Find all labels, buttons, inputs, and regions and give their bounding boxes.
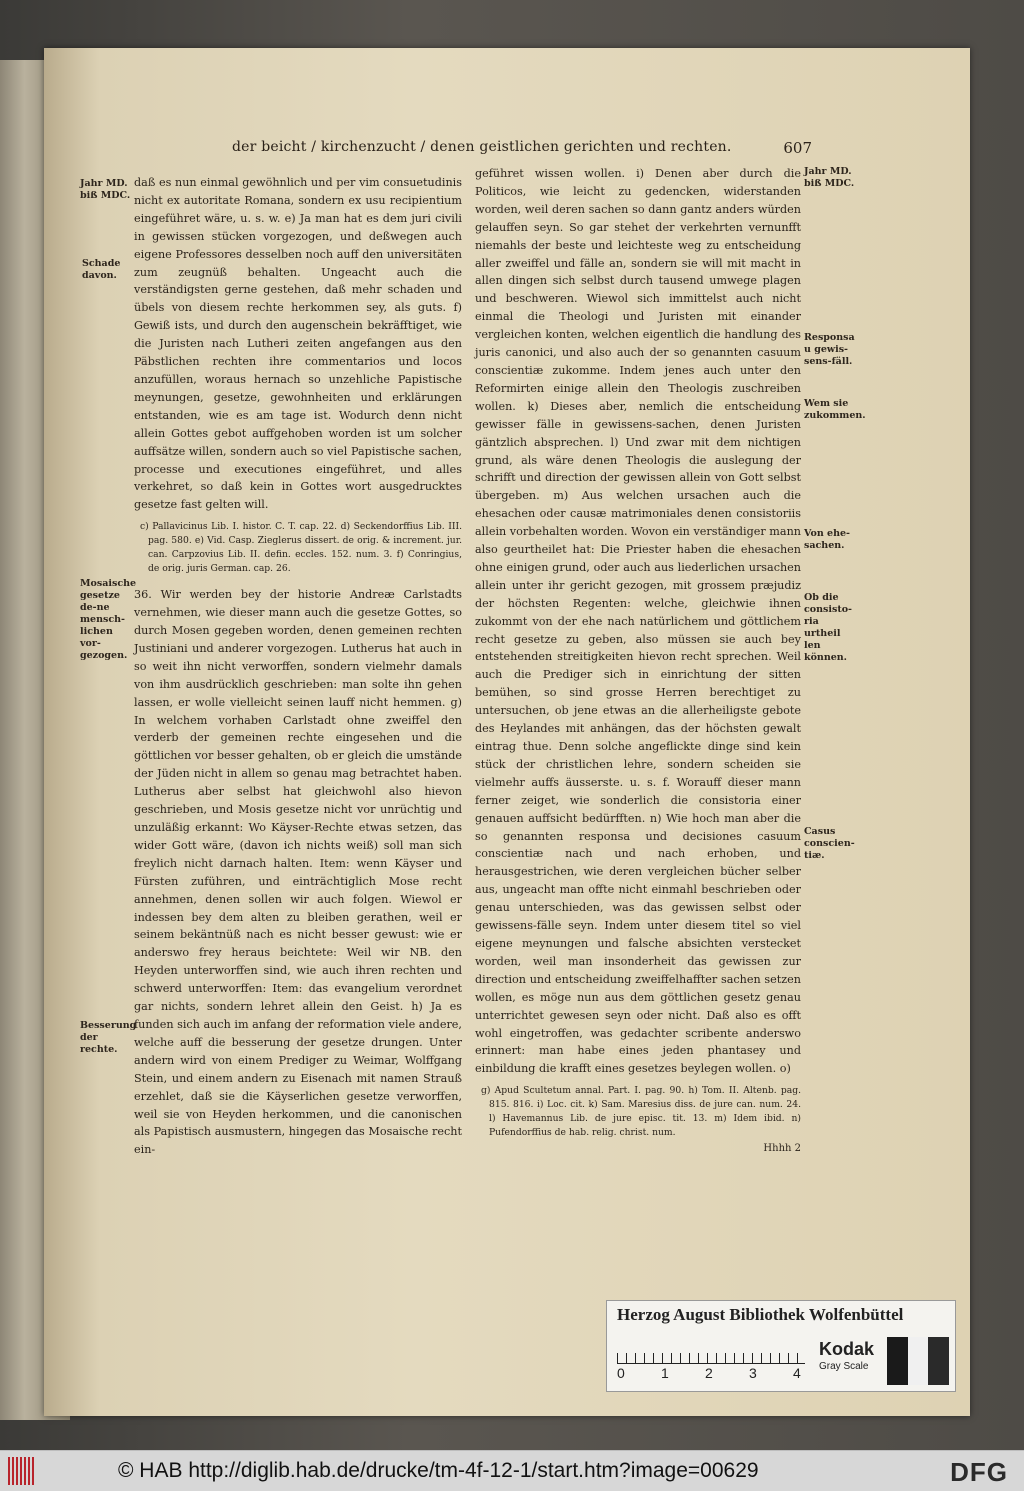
margin-note-von-ehe: Von ehe-sachen. [804, 528, 850, 551]
ruler-number: 4 [793, 1365, 801, 1381]
ruler-number: 3 [749, 1365, 757, 1381]
gray-patch [887, 1337, 908, 1385]
kodak-logo: Kodak [819, 1339, 875, 1359]
right-footnotes: g) Apud Scultetum annal. Part. I. pag. 90. h) Tom. II. Altenb. pag. 815. 816. i) Loc. cit. k) Sam. Maresius diss. de jure can. num. 24. l) Havemannus Lib. de jure episc. tit. 13. m) Idem ibid. n) Pufendorffius de hab. relig. christ. num. [481, 1085, 801, 1139]
scale-card [606, 1300, 956, 1392]
margin-note-ob-die: Ob die consisto-ria urtheil len können. [804, 592, 853, 663]
gray-scale-patches [887, 1337, 949, 1385]
gray-patch [908, 1337, 929, 1385]
margin-note-mosaische: Mosaische gesetze de-ne mensch-lichen vor-gezogen. [80, 578, 137, 661]
page-number: 607 [783, 139, 812, 157]
margin-note-responsa: Responsa u gewis-sens-fäll. [804, 332, 855, 367]
page-header [232, 139, 812, 159]
gray-patch [928, 1337, 949, 1385]
ruler [617, 1341, 805, 1364]
left-footnotes: c) Pallavicinus Lib. I. histor. C. T. cap. 22. d) Seckendorffius Lib. III. pag. 580. e) Vid. Casp. Zieglerus dissert. de orig. & increment. jur. can. Carpzovius Lib. II. defin. eccles. 152. num. 3. f) Conringius, de orig. juris German. cap. 26. [140, 521, 462, 575]
right-column [475, 165, 801, 1158]
margin-note-jahr-left: Jahr MD. biß MDC. [80, 178, 131, 201]
footer-url[interactable]: © HAB http://diglib.hab.de/drucke/tm-4f-12-1/start.htm?image=00629 [118, 1459, 759, 1482]
margin-note-casus: Casus conscien-tiæ. [804, 826, 855, 861]
ruler-number: 1 [661, 1365, 669, 1381]
left-column [134, 174, 462, 1159]
margin-note-jahr-right: Jahr MD. biß MDC. [804, 166, 855, 189]
barcode-icon [8, 1457, 36, 1485]
running-head: der beicht / kirchenzucht / denen geistlichen gerichten und rechten. [232, 139, 732, 155]
ruler-numbers [617, 1365, 837, 1381]
margin-note-besserung: Besserung der rechte. [80, 1020, 137, 1055]
footer-bar [0, 1450, 1024, 1491]
dfg-logo: DFG [950, 1457, 1008, 1487]
library-name: Herzog August Bibliothek Wolfenbüttel [617, 1305, 904, 1324]
margin-note-wem-sie: Wem sie zukommen. [804, 398, 866, 421]
ruler-number: 0 [617, 1365, 625, 1381]
gray-scale-label: Gray Scale [819, 1361, 869, 1372]
left-paragraph-1: daß es nun einmal gewöhnlich und per vim consuetudinis nicht ex autoritate Romana, sondern ex usu recipientium eingeführet wäre, u. s. w. e) Ja man hat es dem juri civili in gewissen stücken vorgezogen, und deßwegen auch eigene Professores desselben noch auff den universitäten zum zeugnüß behalten. Ungeacht auch die verständigsten gerne gestehen, daß mehr schaden und übels von diesem rechte herkommen sey, als guts. f) Gewiß ists, und durch den augenschein bekräfftiget, wie die Juristen nach Lutheri zeiten angefangen aus den Päbstlichen rechten ihre commentarios und locos anzufüllen, woraus hernach so unzehliche Papistische meynungen, gesetze, gewohnheiten und erklärungen entstanden, wie es am tage ist. Wodurch denn nicht allein Gottes gebot auffgehoben worden ist um solcher auffsätze willen, sondern auch so viel Papistische sachen, processe und executiones eingeführet, und alles verkehret, so daß kein in Gottes wort ausgedrucktes gesetze fast gelten will. [134, 176, 462, 512]
catchword: Hhhh 2 [763, 1143, 801, 1155]
right-paragraph-1: geführet wissen wollen. i) Denen aber durch die Politicos, wie leicht zu gedencken, widerstanden worden, weil deren sachen so dann gantz anders würden gelauffen seyn. So gar stehet der verkehrten vernunfft niemahls der beste und leichteste weg zu entscheidung aller zweiffel und fälle an, sondern sie will mit macht in allen dingen sich selbst durch tausend umwege plagen und beschweren. Wiewol sich immittelst auch nicht einmal die Theologi und Juristen mit einander vergleichen konten, welchen eigentlich die handlung des juris canonici, und also auch der so genannten casuum conscientiæ zukomme. Indem jenes auch unter den Reformirten einige allein den Theologis zuschreiben wollen. k) Dieses aber, nemlich die entscheidung gewisser fälle in gewissens-sachen, denen Juristen gäntzlich absprechen. l) Und zwar mit dem nichtigen grund, als wäre denen Theologis die auslegung der schrifft und direction der gewissen allein von Gott selbst übergeben. m) Aus welchen ursachen auch die ehesachen oder causæ matrimoniales denen consistoriis allein vorbehalten worden. Wovon ein verständiger mann also geurtheilet hat: Die Priester haben die ehesachen ohne einigen grund, oder auch aus liederlichen ursachen allein unter ihr gericht gezogen, mit grossem præjudiz der höchsten Regenten: welche, gleichwie ihnen zukommt von der ehe nach natürlichem und göttlichem recht gesetze zu geben, also müssen sie auch bey entstehenden streitigkeiten hievon recht sprechen. Weil auch die Prediger sich in einrichtung der sitten bemühen, so sind grosse Herren berechtiget zu untersuchen, ob jene etwas an die allerheiligste gebote des Heylandes mit anhängen, das der höchsten gewalt eintrag thue. Denn solche angeflickte dinge sind kein stück der christlichen lehre, sondern scheiden sie vielmehr auffs äusserste. u. s. f. Worauff dieser mann ferner zeiget, wie sonderlich die consistoria einer genauen auffsicht bedürfften. n) Wie hoch man aber die so genannten responsa und decisiones casuum conscientiæ nach und nach erhoben, und herausgestrichen, wie deren vergleichen bücher selber aus, ungeacht man offte nicht einmahl beschrieben oder genau unterschieden, was das gewissen selbst oder gewissens-fälle seyn. Indem unter diesem titel so viel eigene meynungen und falsche absichten verstecket worden, weil man insonderheit das gewissen zur direction und entscheidung zweiffelhaffter sachen setzen wollen, es möge nun aus dem göttlichen gesetz genau unterrichtet gewesen seyn oder nicht. Daß also es offt wohl eingetroffen, was gedachter scribente anderswo erinnert: man habe eines jeden phantasey und einbildung die krafft eines gesetzes beylegen wollen. o) [475, 167, 801, 1076]
ruler-number: 2 [705, 1365, 713, 1381]
left-paragraph-2: 36. Wir werden bey der historie Andreæ Carlstadts vernehmen, wie dieser mann auch die gesetze Gottes, so durch Mosen gegeben worden, denen gemeinen rechten Justiniani und anderer vorgezogen. Lutherus hat auch in so weit ihn nicht verworffen, sondern vielmehr damals von ihm ausdrücklich geschrieben: man solte ihn gehen lassen, er wolle vielleicht seinen lauff nicht hemmen. g) In welchem vorhaben Carlstadt ohne zweiffel den verderb der gemeinen rechte eingesehen und die göttlichen vor besser gehalten, ob er gleich die umstände der Jüden nicht in allem so genau mag betrachtet haben. Lutherus aber selbst hat gleichwohl also hievon geschrieben, und Mosis gesetze nicht vor unrüchtig und unzuläßig erkannt: Wo Käyser-Rechte etwas setzen, das wider Gott wäre, (davon ich nichts weiß) soll man sich freylich nicht darnach halten. Item: wenn Käyser und Fürsten zuführen, und einträchtiglich Mose recht annehmen, denen sollen wir auch folgen. Wiewol er indessen bey dem alten zu bleiben gerathen, weil er seinem bekäntnüß nach es nicht besser gewust: wie er anderswo frey heraus beichtete: Weil wir NB. den Heyden unterworffen sind, wie auch ihren rechten und schwerd unterworffen: Item: das evangelium verordnet gar nichts, sondern lehret allein den Geist. h) Ja es funden sich auch im anfang der reformation viele andere, welche auff die besserung der gesetze drungen. Unter andern wird von einem Prediger zu Weimar, Wolffgang Stein, und einem andern zu Eisenach mit namen Strauß erzehlet, daß sie die Käyserlichen gesetze verworffen, weil sie von Heyden herkommen, und die canonischen als Papistisch ausmustern, hingegen das Mosaische recht ein- [134, 588, 462, 1157]
margin-note-schade: Schade davon. [82, 258, 121, 281]
